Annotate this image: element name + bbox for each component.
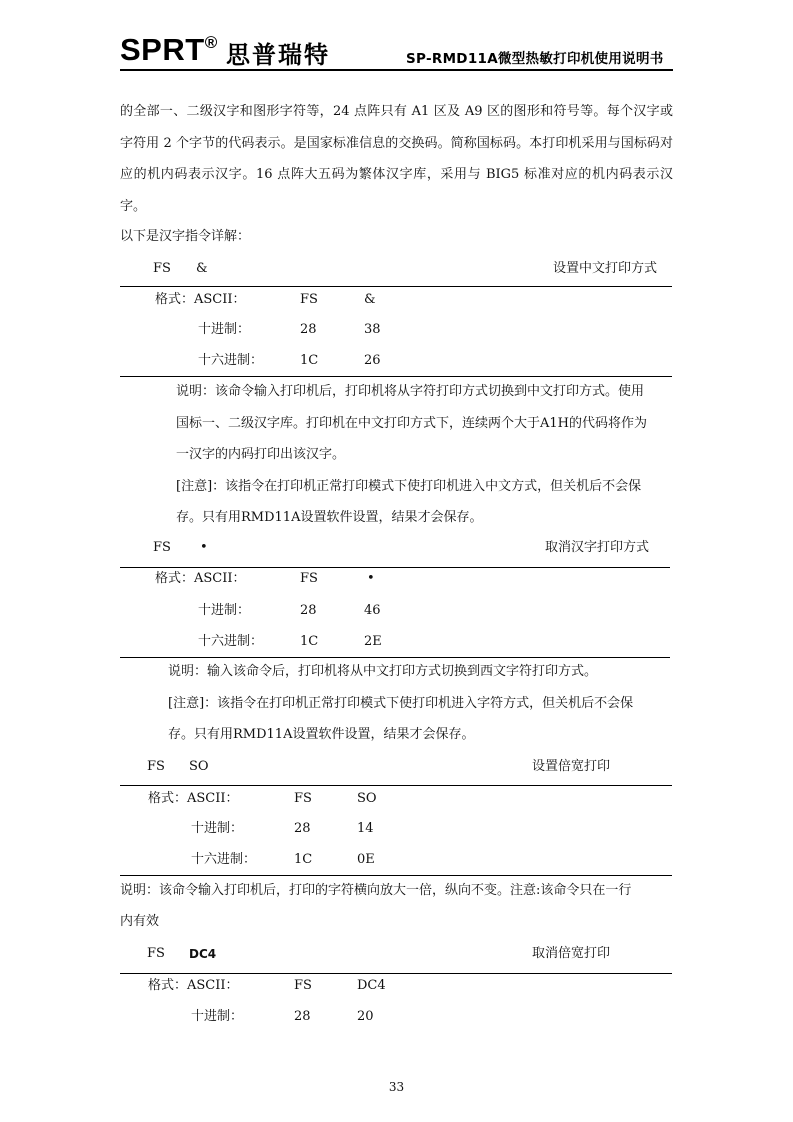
intro-paragraph: 的全部一、二级汉字和图形字符等，24 点阵只有 A1 区及 A9 区的图形和符号等。每个汉字或字符用 2 个字节的代码表示。是国家标准信息的交换码。简称国标码。本打印机采用与国标码对应的机内码表示汉字。16 点阵大五码为繁体汉字库，采用与 BIG5 标准对应的机内码表示汉字。 <box>120 104 673 214</box>
row-value: 1C <box>294 852 313 867</box>
document-title: SP-RMD11A微型热敏打印机使用说明书 <box>406 51 664 67</box>
row-label-hex: 十六进制： <box>198 353 264 368</box>
table-top-rule <box>120 286 672 287</box>
table-bottom-rule <box>120 875 672 876</box>
command-title: 设置倍宽打印 <box>532 759 611 774</box>
command-title: 取消汉字打印方式 <box>545 540 650 555</box>
row-label-hex: 十六进制： <box>198 634 264 649</box>
command-title: 设置中文打印方式 <box>553 261 658 276</box>
page-number: 33 <box>388 1080 405 1094</box>
registered-mark: ® <box>204 33 218 52</box>
table-bottom-rule <box>120 376 672 377</box>
row-value: FS <box>300 571 318 586</box>
note-line: 存。只有用RMD11A设置软件设置，结果才会保存。 <box>176 510 483 525</box>
row-value: 2E <box>364 634 382 649</box>
header-divider <box>120 69 673 71</box>
row-value: 1C <box>300 634 319 649</box>
row-label-hex: 十六进制： <box>191 852 257 867</box>
row-label-decimal: 十进制： <box>191 821 244 836</box>
row-value: 38 <box>364 322 381 337</box>
brand-name-cn: 思普瑞特 <box>226 41 330 69</box>
command-title: 取消倍宽打印 <box>532 946 611 961</box>
row-label-ascii: 格式：ASCII： <box>155 292 246 307</box>
note-line: [注意]：该指令在打印机正常打印模式下使打印机进入字符方式，但关机后不会保 <box>168 696 634 711</box>
note-line: 说明：该命令输入打印机后，打印的字符横向放大一倍，纵向不变。注意:该命令只在一行 <box>120 883 632 898</box>
row-label-decimal: 十进制： <box>198 322 251 337</box>
row-value: SO <box>357 791 377 806</box>
row-value: 1C <box>300 353 319 368</box>
row-value: FS <box>300 292 318 307</box>
note-line: 国标一、二级汉字库。打印机在中文打印方式下，连续两个大于A1H的代码将作为 <box>176 416 647 431</box>
row-value: DC4 <box>357 978 386 993</box>
row-label-decimal: 十进制： <box>191 1009 244 1024</box>
note-line: 存。只有用RMD11A设置软件设置，结果才会保存。 <box>168 727 475 742</box>
note-line: 内有效 <box>120 914 160 929</box>
row-value: • <box>367 571 375 586</box>
command-code: FS <box>153 540 171 555</box>
command-arg: SO <box>189 759 209 774</box>
note-line: 说明：该命令输入打印机后，打印机将从字符打印方式切换到中文打印方式。使用 <box>176 384 645 399</box>
row-value: 28 <box>300 322 317 337</box>
row-value: 0E <box>357 852 375 867</box>
row-label-ascii: 格式：ASCII： <box>148 978 239 993</box>
row-value: 28 <box>300 603 317 618</box>
row-value: 28 <box>294 821 311 836</box>
row-value: FS <box>294 791 312 806</box>
row-label-ascii: 格式：ASCII： <box>148 791 239 806</box>
row-value: 28 <box>294 1009 311 1024</box>
row-label-ascii: 格式：ASCII： <box>155 571 246 586</box>
brand-name: SPRT <box>120 32 205 67</box>
row-label-decimal: 十进制： <box>198 603 251 618</box>
command-arg: • <box>200 540 208 555</box>
table-top-rule <box>120 785 672 786</box>
note-line: [注意]：该指令在打印机正常打印模式下使打印机进入中文方式，但关机后不会保 <box>176 479 642 494</box>
row-value: & <box>364 292 376 307</box>
command-code: FS <box>153 261 171 276</box>
intro-lead: 以下是汉字指令详解： <box>120 229 251 244</box>
row-value: 26 <box>364 353 381 368</box>
command-arg: DC4 <box>189 947 217 961</box>
row-value: 46 <box>364 603 381 618</box>
table-bottom-rule <box>120 657 670 658</box>
note-line: 一汉字的内码打印出该汉字。 <box>176 447 346 462</box>
command-arg: & <box>196 261 208 276</box>
command-code: FS <box>147 946 165 961</box>
table-top-rule <box>120 973 672 974</box>
table-top-rule <box>120 567 670 568</box>
row-value: FS <box>294 978 312 993</box>
row-value: 20 <box>357 1009 374 1024</box>
row-value: 14 <box>357 821 374 836</box>
brand-logo <box>120 32 218 68</box>
note-line: 说明：输入该命令后，打印机将从中文打印方式切换到西文字符打印方式。 <box>168 664 598 679</box>
command-code: FS <box>147 759 165 774</box>
